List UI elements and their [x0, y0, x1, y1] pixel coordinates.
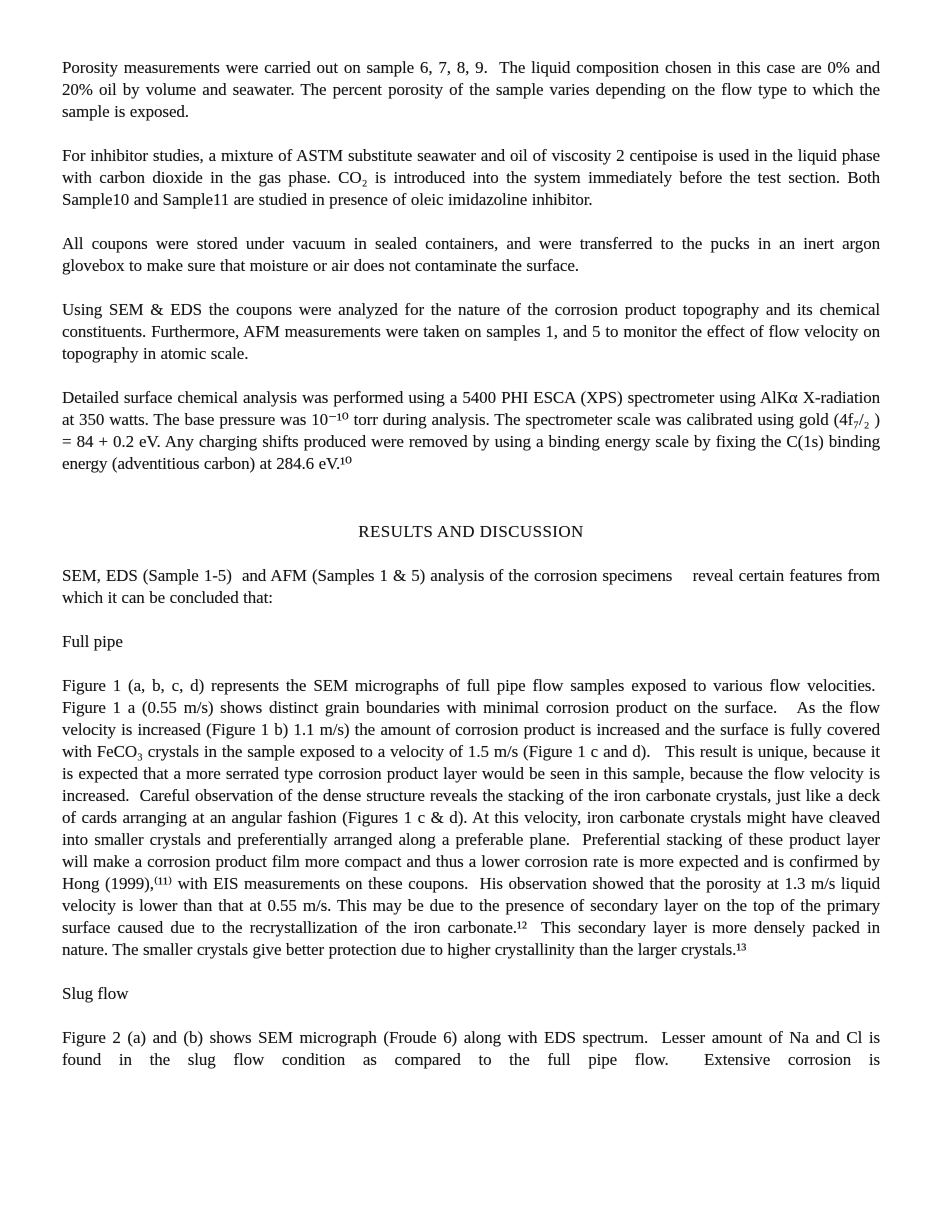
paragraph-coupon-storage: All coupons were stored under vacuum in sealed containers, and were transferred to the pucks in an inert argon glovebox to make sure that moisture or air does not contaminate the surface.	[62, 234, 880, 275]
paragraph-sem-eds-afm-analysis: Using SEM & EDS the coupons were analyzed for the nature of the corrosion product topography and its chemical constituents. Furthermore, AFM measurements were taken on samples 1, and 5 to monitor the effect of flow velocity on topography in atomic scale.	[62, 300, 880, 363]
subheading-slug-flow: Slug flow	[62, 984, 129, 1003]
subheading-full-pipe: Full pipe	[62, 632, 123, 651]
page-content	[62, 57, 880, 1093]
paragraph-inhibitor-studies: For inhibitor studies, a mixture of ASTM substitute seawater and oil of viscosity 2 centipoise is used in the liquid phase with carbon dioxide in the gas phase. CO₂ is introduced into the system immediately before the test section. Both Sample10 and Sample11 are studied in presence of oleic imidazoline inhibitor.	[62, 146, 880, 209]
paragraph-full-pipe-discussion: Figure 1 (a, b, c, d) represents the SEM micrographs of full pipe flow samples exposed to various flow velocities. Figure 1 a (0.55 m/s) shows distinct grain boundaries with minimal corrosion product on the surface. As the flow velocity is increased (Figure 1 b) 1.1 m/s) the amount of corrosion product is increased and the surface is fully covered with FeCO₃ crystals in the sample exposed to a velocity of 1.5 m/s (Figure 1 c and d). This result is unique, because it is expected that a more serrated type corrosion product layer would be seen in this sample, because the flow velocity is increased. Careful observation of the dense structure reveals the stacking of the iron carbonate crystals, just like a deck of cards arranging at an angular fashion (Figures 1 c & d). At this velocity, iron carbonate crystals might have cleaved into smaller crystals and preferentially arranged along a preferable plane. Preferential stacking of these product layer will make a corrosion product film more compact and thus a lower corrosion rate is more expected and is confirmed by Hong (1999),⁽¹¹⁾ with EIS measurements on these coupons. His observation showed that the porosity at 1.3 m/s liquid velocity is lower than that at 0.55 m/s. This may be due to the presence of secondary layer on the top of the primary surface caused due to the recrystallization of the iron carbonate.¹² This secondary layer is more densely packed in nature. The smaller crystals give better protection due to higher crystallinity than the larger crystals.¹³	[62, 676, 880, 959]
paragraph-analysis-intro: SEM, EDS (Sample 1-5) and AFM (Samples 1 & 5) analysis of the corrosion specimens reveal certain features from which it can be concluded that:	[62, 566, 880, 607]
results-and-discussion-heading: RESULTS AND DISCUSSION	[358, 522, 584, 541]
paragraph-porosity-measurements: Porosity measurements were carried out on sample 6, 7, 8, 9. The liquid composition chosen in this case are 0% and 20% oil by volume and seawater. The percent porosity of the sample varies depending on the flow type to which the sample is exposed.	[62, 58, 880, 121]
paragraph-xps-spectrometer-details: Detailed surface chemical analysis was performed using a 5400 PHI ESCA (XPS) spectrometer using AlKα X-radiation at 350 watts. The base pressure was 10⁻¹⁰ torr during analysis. The spectrometer scale was calibrated using gold (4f₇/₂ ) = 84 + 0.2 eV. Any charging shifts produced were removed by using a binding energy scale by fixing the C(1s) binding energy (adventitious carbon) at 284.6 eV.¹⁰	[62, 388, 880, 473]
paragraph-slug-flow-discussion: Figure 2 (a) and (b) shows SEM micrograph (Froude 6) along with EDS spectrum. Lesser amount of Na and Cl is found in the slug flow condition as compared to the full pipe flow. Extensive corrosion is	[62, 1028, 880, 1069]
